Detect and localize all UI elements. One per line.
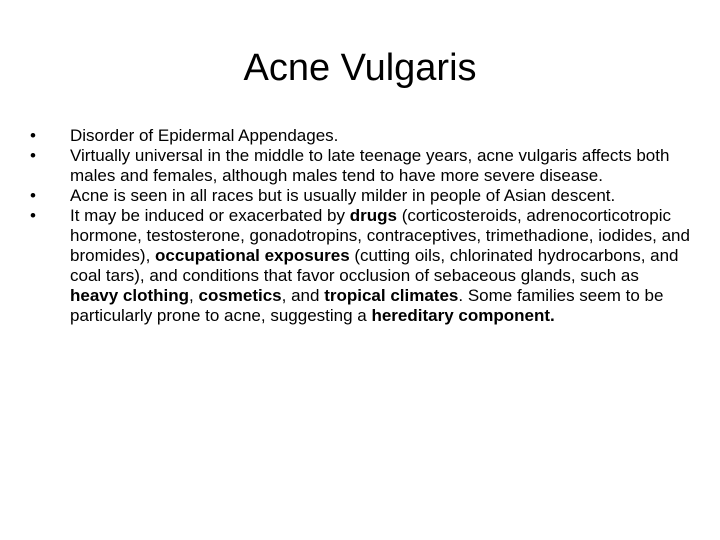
bullet-text-segment: , bbox=[189, 286, 199, 305]
bullet-list bbox=[30, 126, 690, 326]
slide-title: Acne Vulgaris bbox=[243, 47, 477, 89]
bullet-text-bold: tropical climates bbox=[324, 286, 459, 305]
bullet-text: Acne is seen in all races but is usually milder in people of Asian descent. bbox=[70, 186, 616, 205]
bullet-text-segment: It may be induced or exacerbated by bbox=[70, 206, 350, 225]
bullet-dot-icon: • bbox=[30, 186, 36, 205]
bullet-text-bold: heavy clothing bbox=[70, 286, 190, 305]
bullet-text-segment: (corticosteroids, adrenocorticotropic hormone, testosterone, gonadotropins, contraceptives, trimethadione, iodides, and bromides), bbox=[70, 206, 690, 265]
bullet-item bbox=[30, 126, 690, 146]
bullet-text-segment: (cutting oils, chlorinated hydrocarbons, and coal tars), and conditions that favor occlusion of sebaceous glands, such as bbox=[70, 246, 679, 285]
bullet-text-bold: cosmetics bbox=[198, 286, 282, 305]
bullet-item bbox=[30, 186, 690, 206]
bullet-text-bold: drugs bbox=[349, 206, 397, 225]
bullet-item bbox=[30, 146, 690, 186]
bullet-text-segment: , and bbox=[281, 286, 325, 305]
bullet-text-bold: hereditary component. bbox=[371, 306, 555, 325]
bullet-dot-icon: • bbox=[30, 126, 36, 145]
bullet-item bbox=[30, 206, 690, 326]
bullet-text: Virtually universal in the middle to late teenage years, acne vulgaris affects both males and females, although males tend to have more severe disease. bbox=[70, 146, 670, 185]
bullet-text: Disorder of Epidermal Appendages. bbox=[70, 126, 339, 145]
bullet-text-segment: . Some families seem to be particularly prone to acne, suggesting a bbox=[70, 286, 664, 325]
bullet-dot-icon: • bbox=[30, 206, 36, 225]
bullet-dot-icon: • bbox=[30, 146, 36, 165]
bullet-text-bold: occupational exposures bbox=[155, 246, 350, 265]
